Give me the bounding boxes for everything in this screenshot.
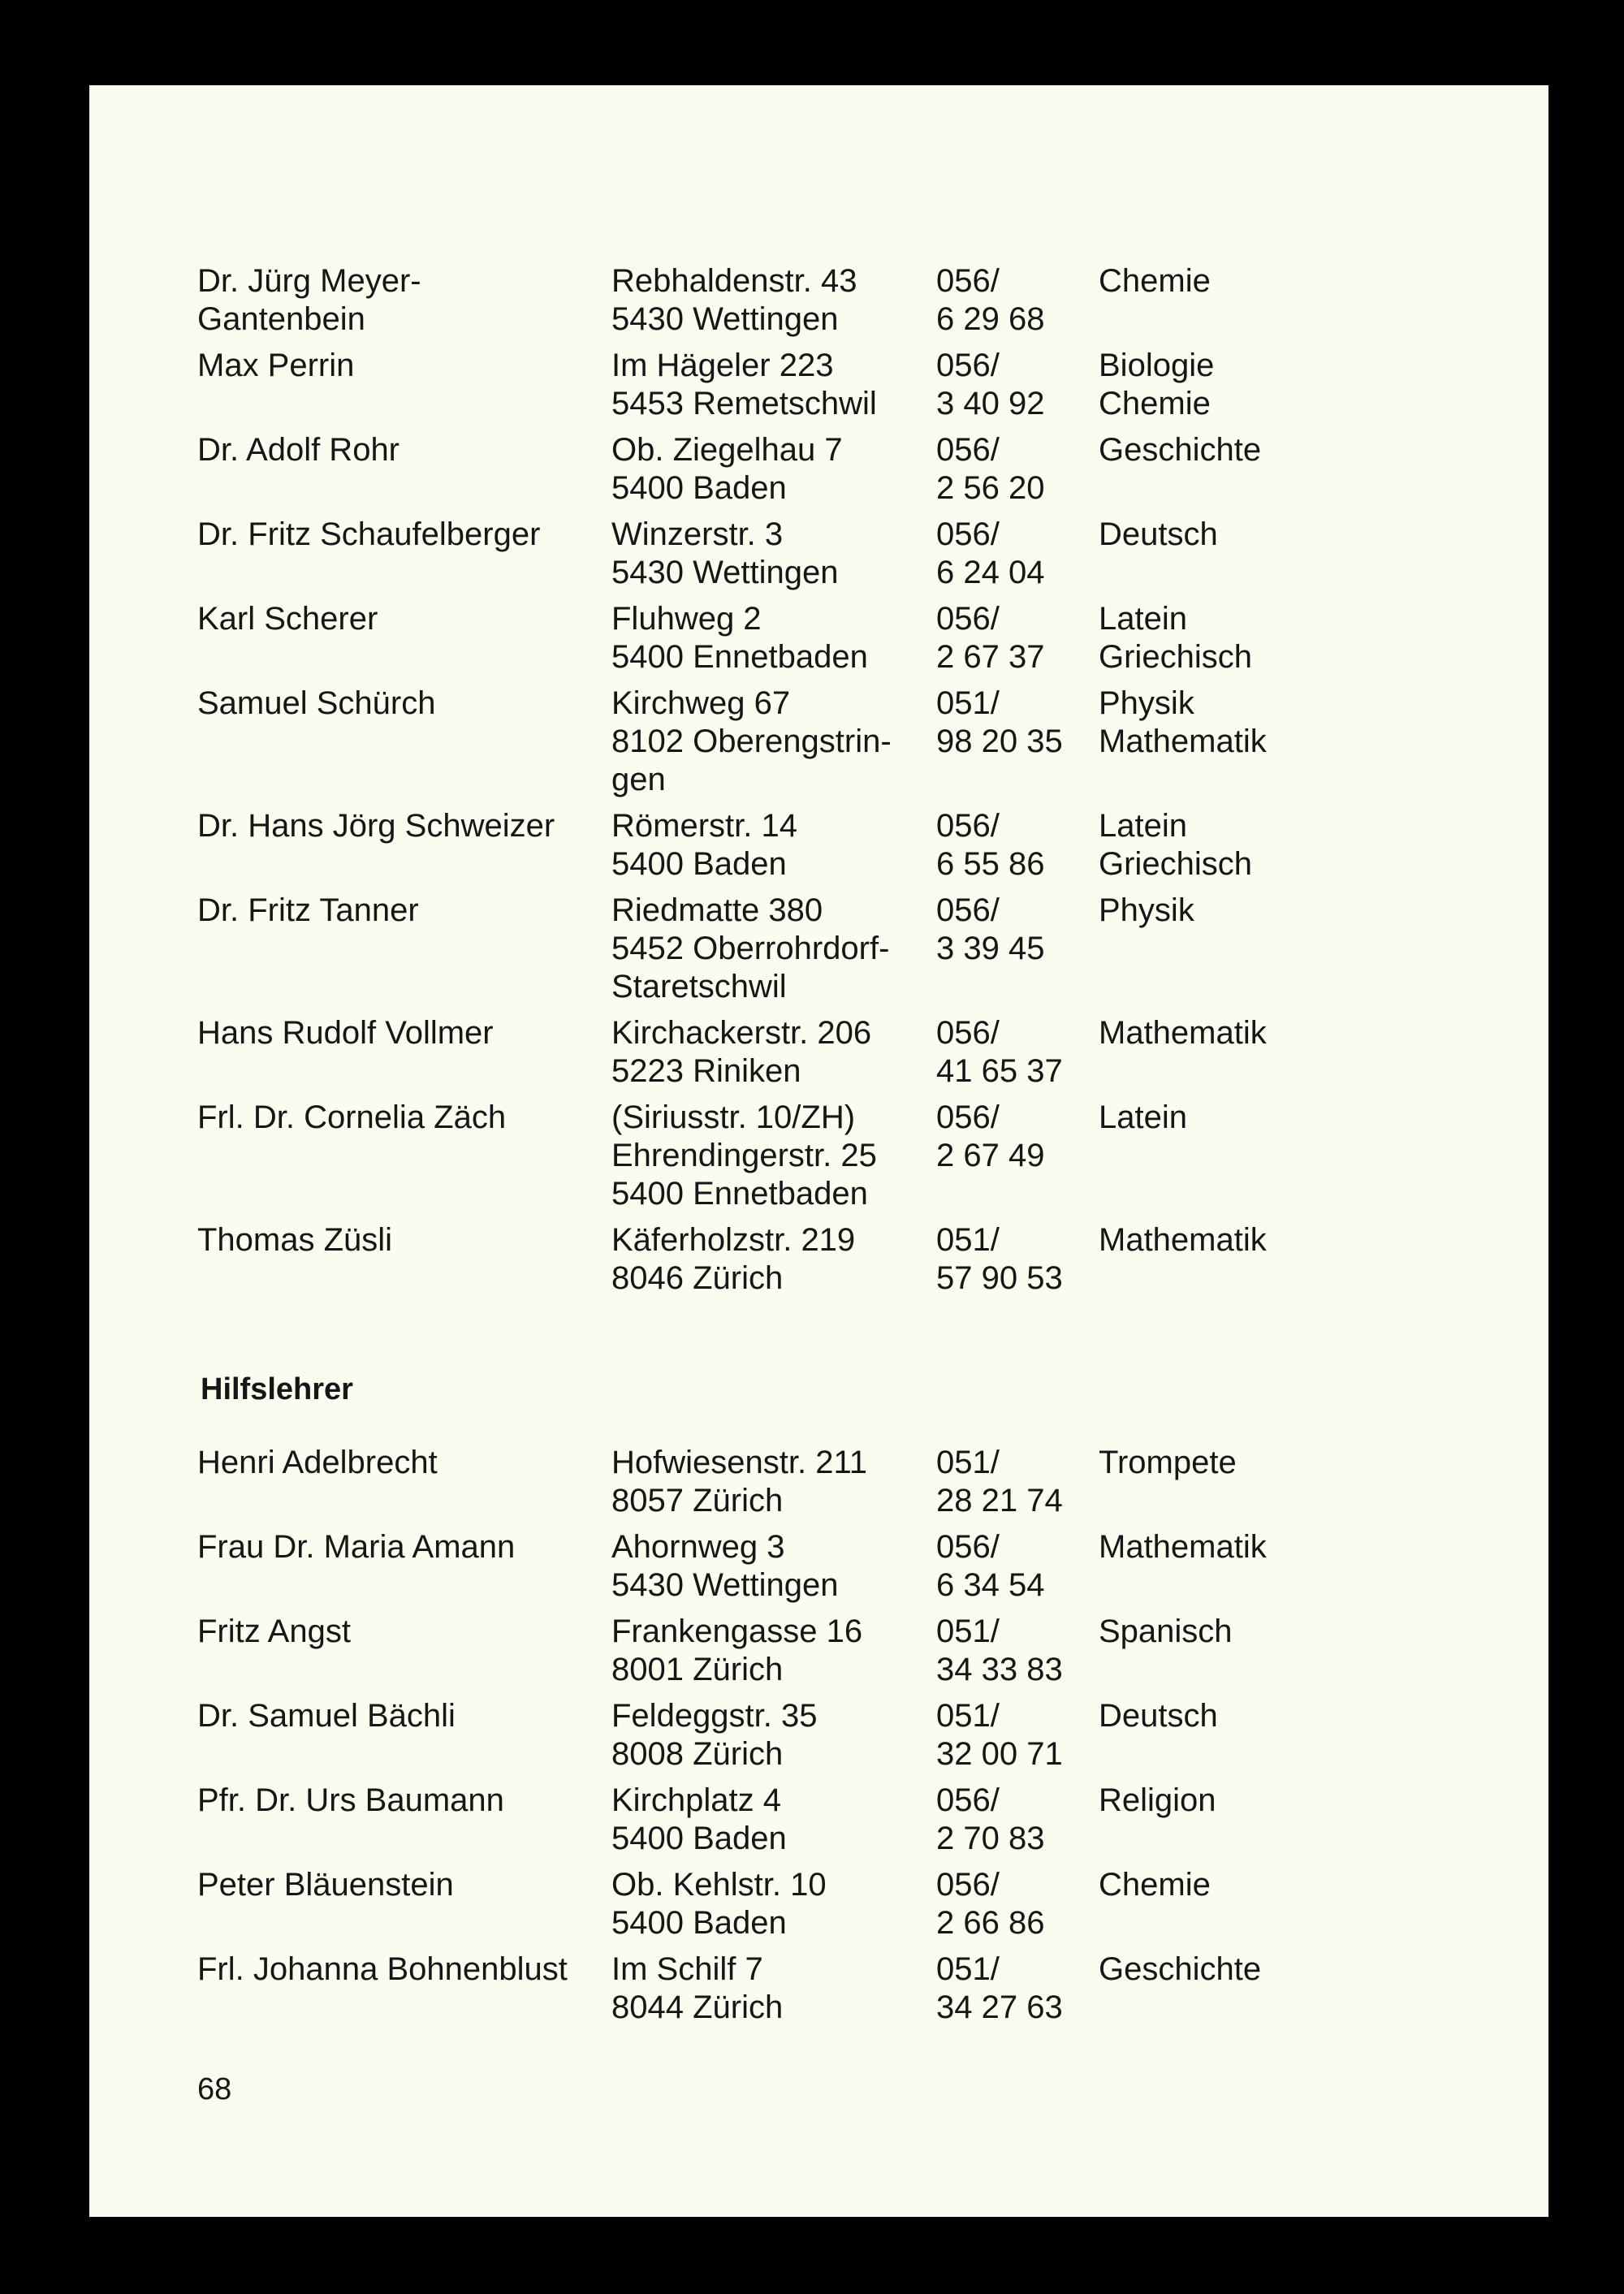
phone-line: 6 29 68 <box>936 301 1045 337</box>
directory-entry <box>89 807 1548 883</box>
phone-line: 056/ <box>936 892 1000 928</box>
address-column <box>611 1099 936 1213</box>
person-name: Karl Scherer <box>197 601 378 637</box>
person-name-column <box>89 1221 611 1298</box>
subject-line: Chemie <box>1099 263 1211 299</box>
subject-column <box>1099 1014 1342 1091</box>
directory-entry <box>89 1782 1548 1858</box>
address-line: 8102 Oberengstrin- <box>611 724 892 759</box>
subject-line: Physik <box>1099 892 1194 928</box>
phone-column <box>936 1697 1099 1773</box>
address-line: 8008 Zürich <box>611 1736 784 1772</box>
person-name: Dr. Fritz Schaufelberger <box>197 516 541 552</box>
person-name-column <box>89 1528 611 1605</box>
phone-line: 056/ <box>936 516 1000 552</box>
phone-line: 056/ <box>936 348 1000 383</box>
address-line: Kirchackerstr. 206 <box>611 1015 872 1051</box>
address-line: Hofwiesenstr. 211 <box>611 1445 867 1480</box>
phone-line: 056/ <box>936 263 1000 299</box>
person-name-column <box>89 600 611 676</box>
subject-line: Deutsch <box>1099 516 1218 552</box>
directory-entry <box>89 1951 1548 2027</box>
phone-column <box>936 1444 1099 1520</box>
address-line: (Siriusstr. 10/ZH) <box>611 1099 856 1135</box>
address-column <box>611 431 936 508</box>
address-line: Riedmatte 380 <box>611 892 823 928</box>
subject-line: Physik <box>1099 685 1194 721</box>
address-line: Ehrendingerstr. 25 <box>611 1138 877 1173</box>
address-column <box>611 347 936 423</box>
directory-entry <box>89 431 1548 508</box>
address-line: Im Hägeler 223 <box>611 348 834 383</box>
subject-line: Geschichte <box>1099 1951 1262 1987</box>
phone-line: 2 67 37 <box>936 639 1045 675</box>
phone-line: 32 00 71 <box>936 1736 1063 1772</box>
subject-column <box>1099 1866 1342 1942</box>
phone-line: 34 33 83 <box>936 1652 1063 1687</box>
subject-line: Mathematik <box>1099 1015 1267 1051</box>
phone-line: 28 21 74 <box>936 1483 1063 1519</box>
subject-line: Trompete <box>1099 1445 1237 1480</box>
subject-column <box>1099 1528 1342 1605</box>
phone-line: 056/ <box>936 1099 1000 1135</box>
address-line: 5223 Riniken <box>611 1053 801 1089</box>
person-name-column <box>89 431 611 508</box>
subject-line: Latein <box>1099 1099 1187 1135</box>
person-name-column <box>89 1697 611 1773</box>
person-name: Frl. Johanna Bohnenblust <box>197 1951 568 1987</box>
phone-line: 2 70 83 <box>936 1821 1045 1856</box>
person-name-column <box>89 1444 611 1520</box>
phone-line: 57 90 53 <box>936 1260 1063 1296</box>
directory-entry <box>89 1014 1548 1091</box>
address-column <box>611 1782 936 1858</box>
address-line: Rebhaldenstr. 43 <box>611 263 857 299</box>
address-column <box>611 1951 936 2027</box>
subject-line: Biologie <box>1099 348 1215 383</box>
person-name-column <box>89 1782 611 1858</box>
person-name-column <box>89 1613 611 1689</box>
address-line: 5400 Baden <box>611 1821 787 1856</box>
subject-column <box>1099 516 1342 592</box>
subject-column <box>1099 1221 1342 1298</box>
subject-line: Chemie <box>1099 386 1211 421</box>
phone-line: 051/ <box>936 1951 1000 1987</box>
person-name-column <box>89 1099 611 1213</box>
address-line: 5452 Oberrohrdorf- <box>611 931 890 966</box>
address-line: Staretschwil <box>611 969 787 1004</box>
person-name: Frl. Dr. Cornelia Zäch <box>197 1099 507 1135</box>
person-name-column <box>89 1014 611 1091</box>
address-line: Römerstr. 14 <box>611 808 797 844</box>
address-column <box>611 807 936 883</box>
subject-column <box>1099 1099 1342 1213</box>
address-column <box>611 1221 936 1298</box>
person-name: Samuel Schürch <box>197 685 436 721</box>
address-line: Ob. Kehlstr. 10 <box>611 1867 827 1903</box>
person-name: Max Perrin <box>197 348 355 383</box>
phone-column <box>936 600 1099 676</box>
address-line: 5400 Baden <box>611 846 787 882</box>
phone-line: 34 27 63 <box>936 1989 1063 2025</box>
person-name-column <box>89 892 611 1006</box>
address-line: 5400 Ennetbaden <box>611 1176 868 1212</box>
subject-column <box>1099 685 1342 799</box>
address-line: 5430 Wettingen <box>611 555 839 590</box>
phone-line: 41 65 37 <box>936 1053 1063 1089</box>
address-line: Im Schilf 7 <box>611 1951 763 1987</box>
phone-line: 056/ <box>936 601 1000 637</box>
phone-line: 051/ <box>936 1614 1000 1649</box>
phone-line: 3 39 45 <box>936 931 1045 966</box>
address-line: Kirchplatz 4 <box>611 1782 781 1818</box>
phone-line: 056/ <box>936 808 1000 844</box>
phone-column <box>936 1866 1099 1942</box>
address-line: 5453 Remetschwil <box>611 386 877 421</box>
directory-entry <box>89 516 1548 592</box>
phone-column <box>936 347 1099 423</box>
phone-line: 051/ <box>936 1698 1000 1734</box>
phone-line: 2 67 49 <box>936 1138 1045 1173</box>
phone-line: 6 34 54 <box>936 1567 1045 1603</box>
person-name: Peter Bläuenstein <box>197 1867 454 1903</box>
person-name-column <box>89 347 611 423</box>
phone-column <box>936 1099 1099 1213</box>
address-column <box>611 600 936 676</box>
person-name: Dr. Hans Jörg Schweizer <box>197 808 555 844</box>
person-name: Thomas Züsli <box>197 1222 393 1258</box>
person-name: Fritz Angst <box>197 1614 351 1649</box>
phone-line: 6 24 04 <box>936 555 1045 590</box>
phone-column <box>936 1014 1099 1091</box>
directory-entry <box>89 685 1548 799</box>
address-column <box>611 1444 936 1520</box>
directory-entry <box>89 600 1548 676</box>
subject-line: Latein <box>1099 808 1187 844</box>
address-line: 5400 Baden <box>611 470 787 506</box>
phone-line: 6 55 86 <box>936 846 1045 882</box>
address-line: Ob. Ziegelhau 7 <box>611 432 843 468</box>
person-name-column <box>89 807 611 883</box>
phone-column <box>936 516 1099 592</box>
address-line: gen <box>611 762 666 797</box>
address-line: Feldeggstr. 35 <box>611 1698 818 1734</box>
page-number: 68 <box>197 2072 232 2106</box>
directory-entry <box>89 1444 1548 1520</box>
phone-line: 056/ <box>936 432 1000 468</box>
phone-column <box>936 807 1099 883</box>
subject-column <box>1099 1444 1342 1520</box>
address-line: Kirchweg 67 <box>611 685 791 721</box>
address-line: Ahornweg 3 <box>611 1529 785 1565</box>
phone-line: 056/ <box>936 1782 1000 1818</box>
subject-column <box>1099 1782 1342 1858</box>
address-column <box>611 1528 936 1605</box>
directory-entry <box>89 262 1548 339</box>
phone-column <box>936 892 1099 1006</box>
assistant-teacher-list <box>89 1444 1548 2027</box>
person-name: Hans Rudolf Vollmer <box>197 1015 494 1051</box>
subject-line: Geschichte <box>1099 432 1262 468</box>
address-column <box>611 1866 936 1942</box>
phone-column <box>936 1221 1099 1298</box>
phone-line: 051/ <box>936 685 1000 721</box>
person-name: Dr. Fritz Tanner <box>197 892 419 928</box>
phone-column <box>936 1528 1099 1605</box>
phone-line: 051/ <box>936 1445 1000 1480</box>
subject-column <box>1099 892 1342 1006</box>
address-line: Käferholzstr. 219 <box>611 1222 856 1258</box>
address-column <box>611 262 936 339</box>
phone-line: 2 66 86 <box>936 1905 1045 1941</box>
section-heading-hilfslehrer: Hilfslehrer <box>201 1372 353 1406</box>
subject-line: Deutsch <box>1099 1698 1218 1734</box>
subject-column <box>1099 807 1342 883</box>
subject-column <box>1099 600 1342 676</box>
person-name-column <box>89 1866 611 1942</box>
subject-line: Religion <box>1099 1782 1216 1818</box>
person-name-column <box>89 516 611 592</box>
directory-entry <box>89 1613 1548 1689</box>
address-line: 5430 Wettingen <box>611 301 839 337</box>
phone-line: 3 40 92 <box>936 386 1045 421</box>
subject-line: Mathematik <box>1099 724 1267 759</box>
person-name-column <box>89 685 611 799</box>
address-column <box>611 892 936 1006</box>
address-line: Fluhweg 2 <box>611 601 762 637</box>
directory-entry <box>89 1099 1548 1213</box>
subject-column <box>1099 1951 1342 2027</box>
directory-entry <box>89 1697 1548 1773</box>
address-line: Frankengasse 16 <box>611 1614 863 1649</box>
person-name-column <box>89 262 611 339</box>
document-page <box>89 85 1548 2217</box>
address-line: 5400 Ennetbaden <box>611 639 868 675</box>
address-line: 8046 Zürich <box>611 1260 784 1296</box>
subject-column <box>1099 1697 1342 1773</box>
subject-line: Latein <box>1099 601 1187 637</box>
address-line: 8057 Zürich <box>611 1483 784 1519</box>
person-name: Dr. Samuel Bächli <box>197 1698 456 1734</box>
person-name: Dr. Adolf Rohr <box>197 432 400 468</box>
address-column <box>611 685 936 799</box>
person-name: Pfr. Dr. Urs Baumann <box>197 1782 504 1818</box>
directory-entry <box>89 1221 1548 1298</box>
subject-column <box>1099 262 1342 339</box>
subject-column <box>1099 1613 1342 1689</box>
phone-column <box>936 262 1099 339</box>
directory-entry <box>89 1528 1548 1605</box>
subject-line: Chemie <box>1099 1867 1211 1903</box>
address-column <box>611 1613 936 1689</box>
subject-line: Griechisch <box>1099 639 1252 675</box>
subject-column <box>1099 431 1342 508</box>
phone-column <box>936 1613 1099 1689</box>
phone-line: 056/ <box>936 1867 1000 1903</box>
address-column <box>611 516 936 592</box>
directory-entry <box>89 1866 1548 1942</box>
subject-line: Mathematik <box>1099 1529 1267 1565</box>
phone-line: 98 20 35 <box>936 724 1063 759</box>
phone-column <box>936 1782 1099 1858</box>
subject-line: Mathematik <box>1099 1222 1267 1258</box>
subject-line: Griechisch <box>1099 846 1252 882</box>
person-name: Gantenbein <box>197 301 365 337</box>
subject-column <box>1099 347 1342 423</box>
address-line: 5400 Baden <box>611 1905 787 1941</box>
person-name: Dr. Jürg Meyer- <box>197 263 421 299</box>
phone-line: 2 56 20 <box>936 470 1045 506</box>
address-column <box>611 1014 936 1091</box>
person-name-column <box>89 1951 611 2027</box>
address-line: 5430 Wettingen <box>611 1567 839 1603</box>
address-column <box>611 1697 936 1773</box>
person-name: Henri Adelbrecht <box>197 1445 438 1480</box>
phone-column <box>936 685 1099 799</box>
address-line: Winzerstr. 3 <box>611 516 784 552</box>
phone-line: 056/ <box>936 1529 1000 1565</box>
address-line: 8001 Zürich <box>611 1652 784 1687</box>
phone-column <box>936 1951 1099 2027</box>
phone-line: 051/ <box>936 1222 1000 1258</box>
directory-entry <box>89 892 1548 1006</box>
directory-entry <box>89 347 1548 423</box>
teacher-list <box>89 262 1548 1298</box>
phone-line: 056/ <box>936 1015 1000 1051</box>
phone-column <box>936 431 1099 508</box>
address-line: 8044 Zürich <box>611 1989 784 2025</box>
person-name: Frau Dr. Maria Amann <box>197 1529 516 1565</box>
subject-line: Spanisch <box>1099 1614 1233 1649</box>
